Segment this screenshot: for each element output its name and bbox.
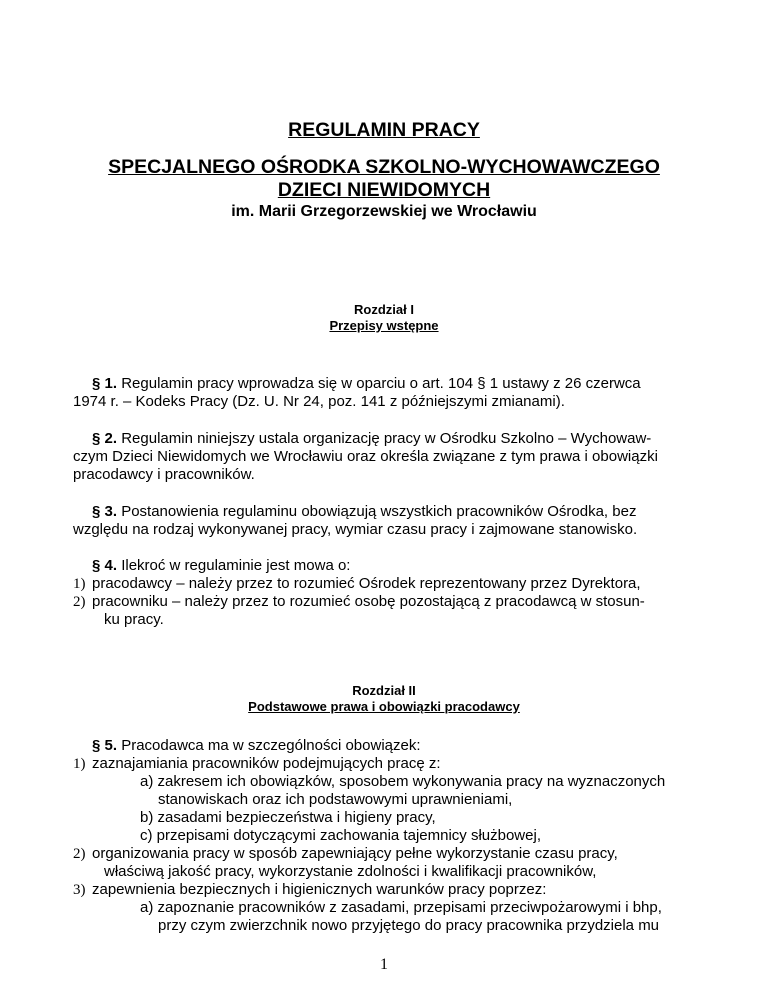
paragraph-3 bbox=[92, 503, 636, 521]
paragraph-2 bbox=[92, 430, 651, 448]
paragraph-1 bbox=[92, 375, 641, 393]
list-number: 3) bbox=[73, 882, 86, 898]
list-number: 1) bbox=[73, 576, 86, 592]
list-item-2-cont: właściwą jakość pracy, wykorzystanie zdolności i kwalifikacji pracowników, bbox=[104, 863, 597, 880]
paragraph-text: Regulamin niniejszy ustala organizację pracy w Ośrodku Szkolno – Wychowaw- bbox=[121, 430, 652, 447]
paragraph-3-line2: względu na rodzaj wykonywanej pracy, wymiar czasu pracy i zajmowane stanowisko. bbox=[73, 521, 638, 538]
section-mark: § 3. bbox=[92, 503, 118, 520]
sub-item-c: c) przepisami dotyczącymi zachowania tajemnicy służbowej, bbox=[140, 827, 541, 844]
chapter-2-title: Podstawowe prawa i obowiązki pracodawcy bbox=[248, 699, 520, 714]
list-item-2: pracowniku – należy przez to rozumieć osobę pozostającą z pracodawcą w stosun- bbox=[92, 593, 645, 610]
list-item-3: zapewnienia bezpiecznych i higienicznych warunków pracy poprzez: bbox=[92, 881, 547, 898]
sub-item-a: a) zapoznanie pracowników z zasadami, przepisami przeciwpożarowymi i bhp, bbox=[140, 899, 662, 916]
list-item-2-cont: ku pracy. bbox=[104, 611, 164, 628]
list-number: 2) bbox=[73, 594, 86, 610]
chapter-2-number: Rozdział II bbox=[352, 683, 416, 698]
institution-name-line2: DZIECI NIEWIDOMYCH bbox=[277, 179, 491, 201]
paragraph-text: Postanowienia regulaminu obowiązują wszystkich pracowników Ośrodka, bez bbox=[121, 503, 637, 520]
section-mark: § 1. bbox=[92, 375, 118, 392]
paragraph-text: Pracodawca ma w szczególności obowiązek: bbox=[121, 737, 421, 754]
institution-name-line1: SPECJALNEGO OŚRODKA SZKOLNO-WYCHOWAWCZEGO bbox=[108, 156, 660, 178]
paragraph-5 bbox=[92, 737, 421, 755]
section-mark: § 2. bbox=[92, 430, 118, 447]
sub-item-b: b) zasadami bezpieczeństwa i higieny pracy, bbox=[140, 809, 436, 826]
paragraph-text: Regulamin pracy wprowadza się w oparciu o art. 104 § 1 ustawy z 26 czerwca bbox=[121, 375, 641, 392]
page-number: 1 bbox=[380, 956, 388, 973]
paragraph-text: Ilekroć w regulaminie jest mowa o: bbox=[121, 557, 351, 574]
document-title: REGULAMIN PRACY bbox=[288, 119, 480, 141]
list-item-1: zaznajamiania pracowników podejmujących pracę z: bbox=[92, 755, 441, 772]
paragraph-4 bbox=[92, 557, 350, 575]
chapter-1-number: Rozdział I bbox=[354, 302, 414, 317]
paragraph-2-line2: czym Dzieci Niewidomych we Wrocławiu oraz określa związane z tym prawa i obowiązki bbox=[73, 448, 658, 465]
list-number: 1) bbox=[73, 756, 86, 772]
paragraph-2-line3: pracodawcy i pracowników. bbox=[73, 466, 255, 483]
section-mark: § 5. bbox=[92, 737, 118, 754]
sub-item-a: a) zakresem ich obowiązków, sposobem wykonywania pracy na wyznaczonych bbox=[140, 773, 666, 790]
list-item-1: pracodawcy – należy przez to rozumieć Ośrodek reprezentowany przez Dyrektora, bbox=[92, 575, 641, 592]
sub-item-a-cont: stanowiskach oraz ich podstawowymi uprawnieniami, bbox=[158, 791, 513, 808]
section-mark: § 4. bbox=[92, 557, 118, 574]
institution-patron: im. Marii Grzegorzewskiej we Wrocławiu bbox=[231, 203, 537, 220]
list-item-2: organizowania pracy w sposób zapewniający pełne wykorzystanie czasu pracy, bbox=[92, 845, 618, 862]
chapter-1-title: Przepisy wstępne bbox=[329, 318, 439, 333]
paragraph-1-line2: 1974 r. – Kodeks Pracy (Dz. U. Nr 24, poz. 141 z późniejszymi zmianami). bbox=[73, 393, 565, 410]
list-number: 2) bbox=[73, 846, 86, 862]
sub-item-a-cont: przy czym zwierzchnik nowo przyjętego do pracy pracownika przydziela mu bbox=[158, 917, 660, 934]
